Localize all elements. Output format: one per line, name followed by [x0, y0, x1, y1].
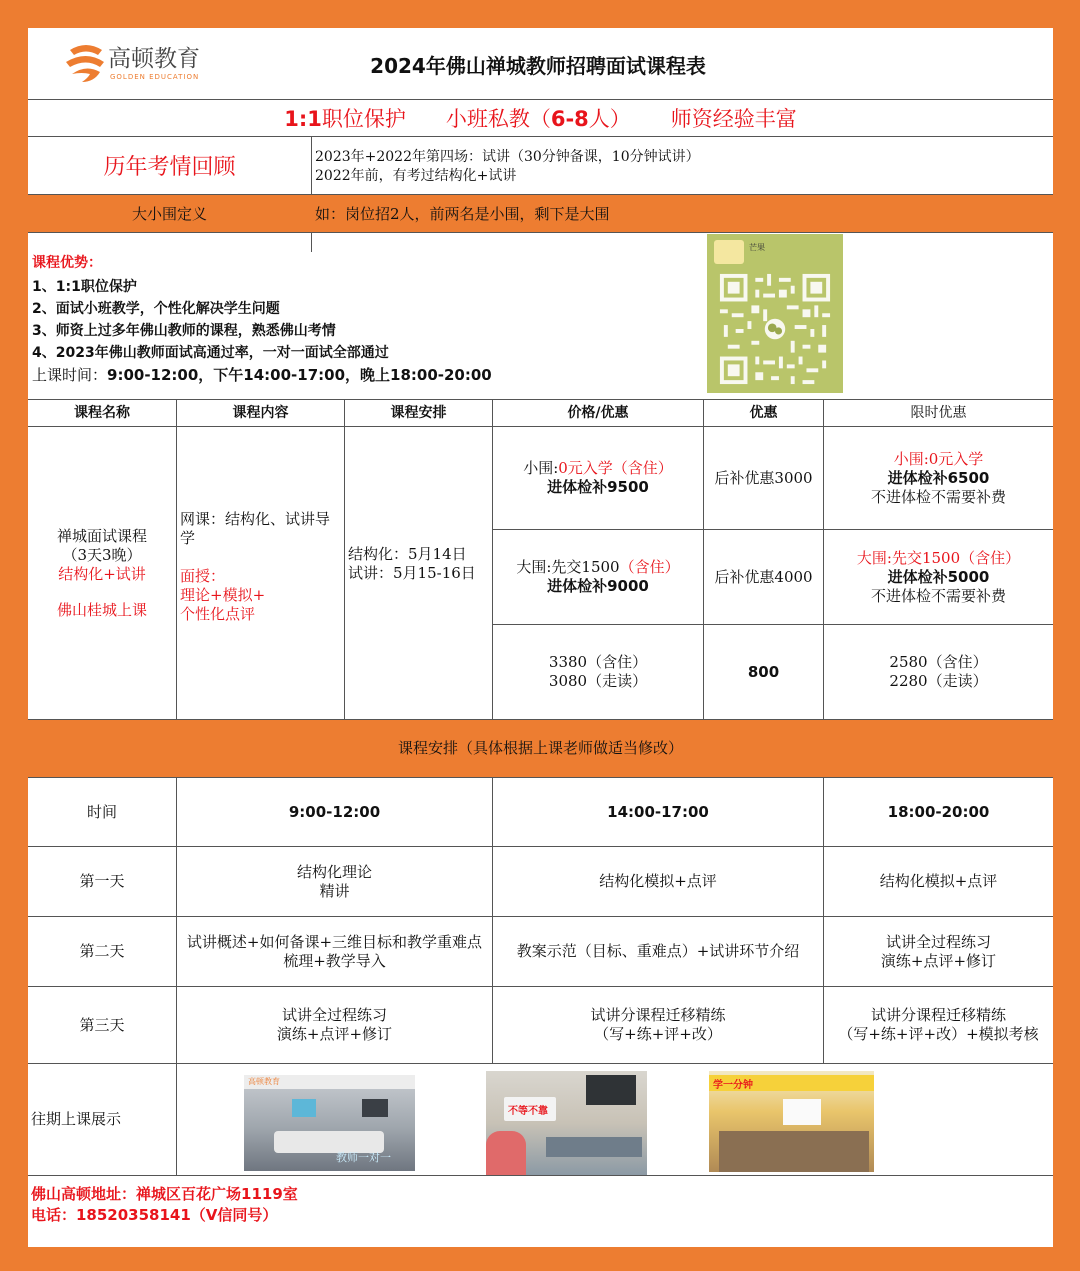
arrangement-title: 课程安排（具体根据上课老师做适当修改）: [28, 720, 1053, 777]
time-slot-evening: 18:00-20:00: [887, 802, 990, 821]
online-content: 网课：结构化、试讲导学: [180, 510, 331, 547]
discount-standard: 800: [747, 662, 780, 681]
day3-morning: 试讲全过程练习 演练+点评+修订: [276, 1006, 393, 1043]
photo-banner: 学一分钟: [713, 1080, 753, 1091]
advantage-item: 3、师资上过多年佛山教师的课程，熟悉佛山考情: [32, 323, 336, 339]
avatar: [714, 240, 744, 264]
col-header-content: 课程内容: [232, 404, 289, 421]
course-name: 禅城面试课程: [56, 526, 147, 545]
phone-number: 电话：18520358141（V信同号）: [31, 1206, 278, 1224]
day2-evening: 试讲全过程练习 演练+点评+修订: [880, 932, 997, 970]
col-header-limited: 限时优惠: [910, 404, 967, 421]
price-standard: 3380（含住） 3080（走读）: [548, 653, 648, 690]
price-large-circle: 大围:先交1500（含住） 进体检补9000: [516, 558, 680, 595]
slogan-small-class: 小班私教（6-8人）: [445, 107, 631, 131]
golden-education-logo-icon: [64, 42, 108, 84]
review-text: [315, 148, 1045, 186]
slogan-position-protection: 1:1职位保护: [284, 107, 406, 131]
day3-evening: 试讲分课程迁移精练 （写+练+评+改）+模拟考核: [838, 1006, 1039, 1043]
showcase-label: 往期上课展示: [31, 1110, 122, 1128]
course-schedule-cell: [348, 545, 490, 583]
course-duration: （3天3晚）: [62, 545, 142, 564]
schedule-trial: 试讲：5月15-16日: [348, 564, 476, 582]
day-label: 第二天: [79, 942, 125, 960]
definition-label: 大小围定义: [131, 205, 207, 223]
offline-title: 面授：: [180, 567, 226, 585]
day1-morning: 结构化理论 精讲: [296, 862, 372, 900]
qr-label: 芒果: [749, 243, 765, 252]
time-slot-morning: 9:00-12:00: [288, 802, 381, 821]
course-location: 佛山桂城上课: [56, 600, 147, 619]
day-label: 第一天: [79, 872, 125, 890]
footer: [31, 1184, 1041, 1226]
advantage-item: 4、2023年佛山教师面试高通过率，一对一面试全部通过: [32, 345, 389, 361]
course-content-cell: [180, 510, 342, 624]
definition-text: 如：岗位招2人，前两名是小围，剩下是大围: [315, 205, 610, 223]
col-header-discount: 优惠: [749, 404, 778, 421]
logo: [64, 42, 214, 86]
wechat-qr-card: [707, 234, 843, 393]
schedule-sheet: [28, 28, 1053, 1271]
qr-code-icon: [715, 270, 835, 388]
logo-text: 高顿教育: [108, 46, 200, 72]
photo-banner: 不等不靠: [508, 1106, 548, 1117]
review-line-1: 2023年+2022年第四场：试讲（30分钟备课，10分钟试讲）: [315, 149, 700, 165]
limited-standard: 2580（含住） 2280（走读）: [889, 653, 988, 690]
day-label: 第三天: [79, 1015, 125, 1034]
time-slot-afternoon: 14:00-17:00: [607, 802, 709, 821]
class-photo-3: [709, 1071, 874, 1172]
day2-afternoon: 教案示范（目标、重难点）+试讲环节介绍: [516, 942, 800, 960]
logo-subtext: GOLDEN EDUCATION: [110, 73, 200, 81]
page-title: 2024年佛山禅城教师招聘面试课程表: [370, 53, 706, 78]
discount-large-circle: 后补优惠4000: [714, 567, 813, 586]
review-label: 历年考情回顾: [103, 155, 236, 180]
course-type: 结构化+试讲: [58, 564, 146, 583]
photo-caption: 教师一对一: [336, 1151, 391, 1164]
slogan-teachers: 师资经验丰富: [670, 107, 797, 131]
advantage-item: 1、1:1职位保护: [32, 279, 137, 295]
review-line-2: 2022年前，有考过结构化+试讲: [315, 168, 517, 184]
schedule-structured: 结构化：5月14日: [348, 545, 467, 563]
course-name-cell: [28, 427, 176, 719]
offline-line: 理论+模拟+: [180, 586, 266, 604]
limited-large-circle: 大围:先交1500（含住） 进体检补5000 不进体检不需要补费: [856, 548, 1021, 605]
price-small-circle: 小围:0元入学（含住） 进体检补9500: [523, 459, 673, 496]
day3-afternoon: 试讲分课程迁移精练 （写+练+评+改）: [590, 1006, 726, 1043]
col-header-arrangement: 课程安排: [390, 404, 447, 421]
class-time: 上课时间：9:00-12:00，下午14:00-17:00，晚上18:00-20:00: [32, 366, 492, 384]
day1-afternoon: 结构化模拟+点评: [599, 872, 717, 890]
col-header-price: 价格/优惠: [567, 404, 629, 421]
discount-small-circle: 后补优惠3000: [714, 468, 813, 487]
col-header-course-name: 课程名称: [74, 404, 130, 421]
slogan-bar: [28, 100, 1053, 136]
offline-line: 个性化点评: [180, 605, 256, 623]
address: 佛山高顿地址：禅城区百花广场1119室: [31, 1185, 298, 1203]
advantages-title: 课程优势：: [32, 255, 102, 271]
day2-morning: 试讲概述+如何备课+三维目标和教学重难点 梳理+教学导入: [186, 932, 483, 970]
advantages-block: [32, 254, 692, 386]
class-photo-2: [486, 1071, 647, 1175]
limited-small-circle: 小围:0元入学 进体检补6500 不进体检不需要补费: [870, 449, 1006, 506]
time-label: 时间: [86, 802, 117, 821]
day1-evening: 结构化模拟+点评: [879, 872, 998, 890]
photo-logo: 高顿教育: [248, 1077, 280, 1086]
advantage-item: 2、面试小班教学，个性化解决学生问题: [32, 301, 280, 317]
class-photo-1: [244, 1075, 415, 1171]
